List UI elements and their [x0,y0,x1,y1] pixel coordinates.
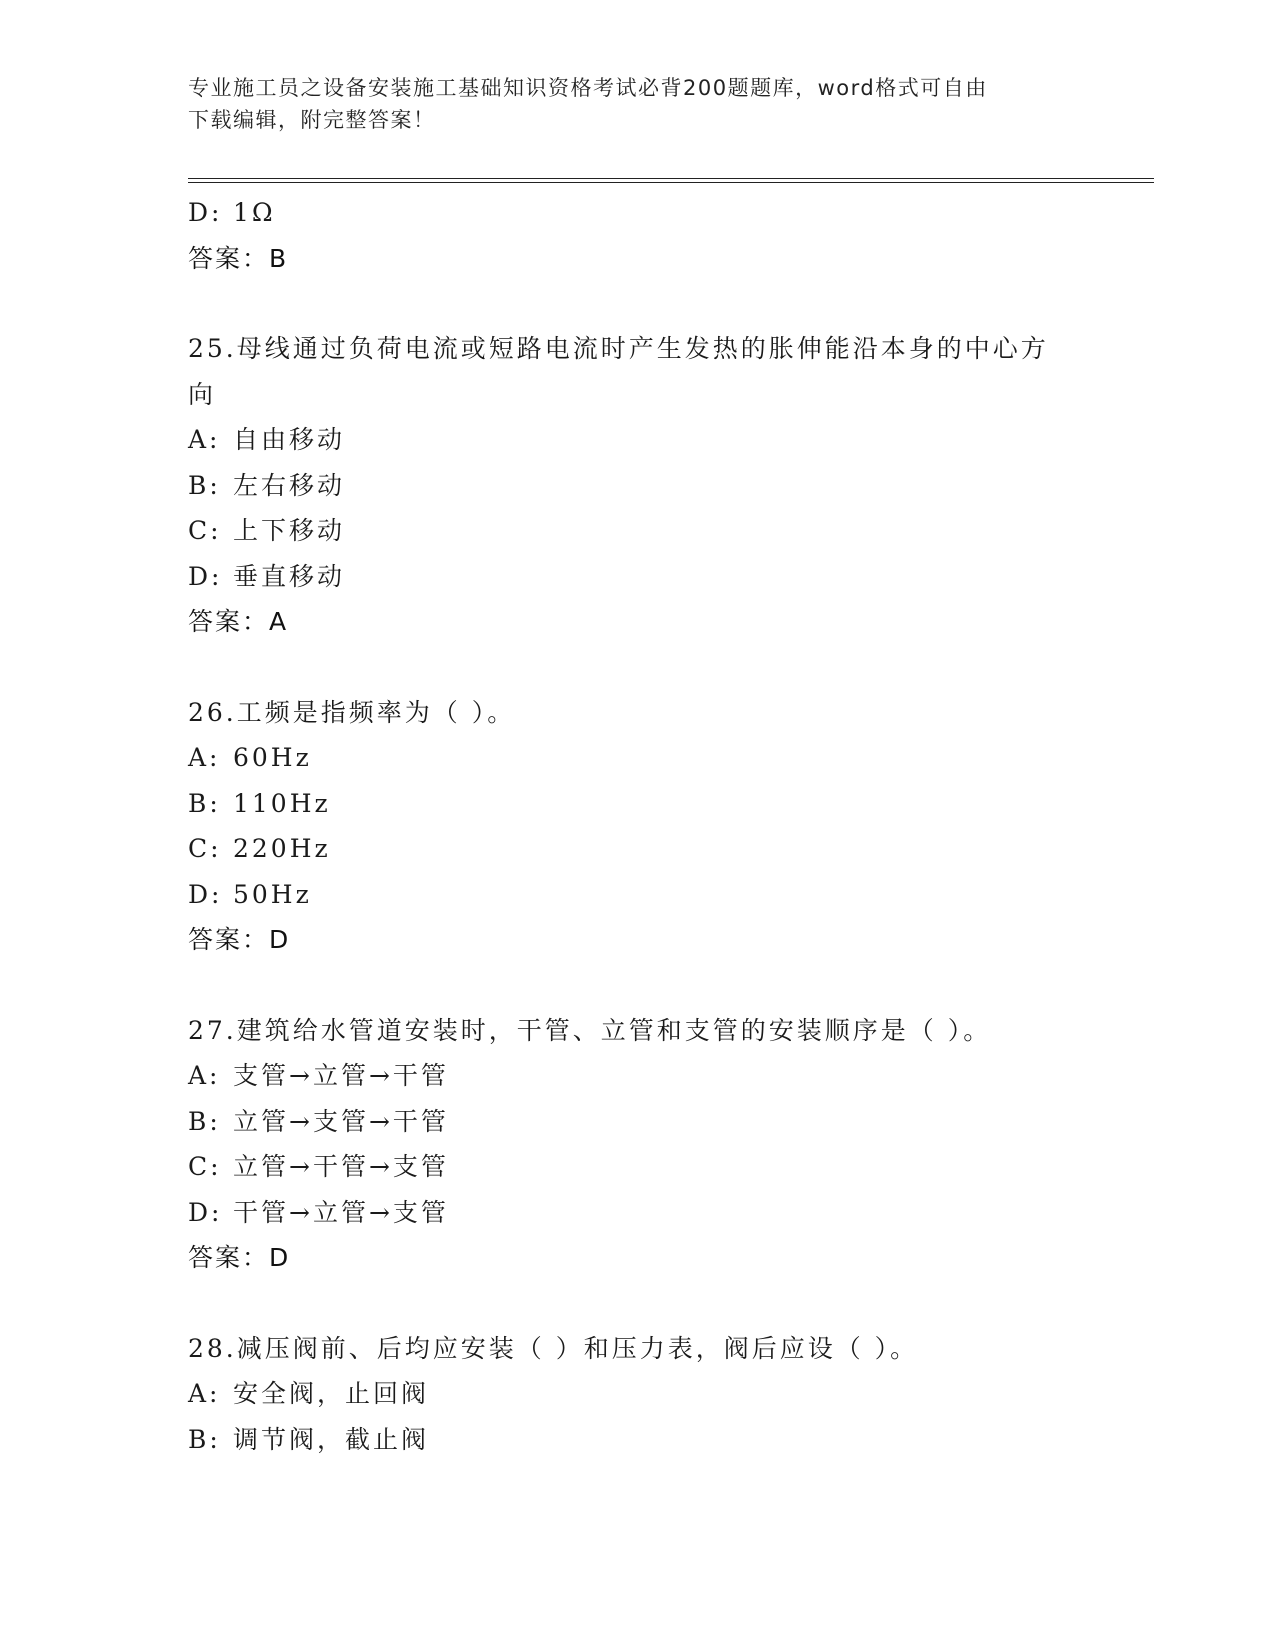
option-a [188,1053,1088,1099]
option-label: A: [188,425,221,454]
option-b [188,781,1088,827]
option-label: C: [188,516,222,545]
question-27 [188,1008,1088,1281]
option-d [188,190,1088,236]
option-c [188,1144,1088,1190]
header-divider-top [188,178,1154,179]
option-text: 60Hz [233,743,312,772]
option-label: A: [188,1061,221,1090]
question-text: 26.工频是指频率为（ ）。 [188,697,516,727]
answer: 答案：D [188,1243,291,1272]
option-text: 220Hz [233,834,331,863]
option-c [188,508,1088,554]
answer: 答案：A [188,607,289,636]
option-text: 50Hz [233,879,312,909]
option-label: A: [188,1379,221,1408]
option-text: 左右移动 [233,470,346,500]
option-label: B: [188,1424,221,1454]
question-text: 28.减压阀前、后均应安装（ ）和压力表，阀后应设（ ）。 [188,1333,919,1363]
option-label: C: [188,1152,222,1181]
question-text-line-1: 25.母线通过负荷电流或短路电流时产生发热的胀伸能沿本身的中心方 [188,334,1049,363]
option-d [188,554,1088,600]
question-28 [188,1326,1088,1463]
question-text [188,326,1068,417]
option-b [188,1417,1088,1463]
option-label: B: [188,1106,221,1136]
option-label: B: [188,788,221,818]
option-b [188,1099,1088,1145]
option-text: 110Hz [233,788,331,818]
option-a [188,735,1088,781]
option-label: A: [188,743,221,772]
question-text-line-2: 向 [188,379,217,409]
option-d [188,872,1088,918]
option-text: 安全阀，止回阀 [233,1379,430,1408]
answer: 答案：B [188,243,289,273]
question-26 [188,690,1088,963]
document-header [188,72,1068,136]
option-label: B: [188,470,221,500]
option-label: C: [188,834,222,863]
option-a [188,417,1088,463]
option-text: 上下移动 [233,516,346,545]
option-label: D: [188,1197,223,1227]
option-b [188,463,1088,509]
carryover-block [188,190,1088,281]
option-label: D: [188,879,223,909]
option-text: 立管→支管→干管 [233,1106,449,1136]
option-text: 调节阀，截止阀 [233,1424,430,1454]
option-a [188,1371,1088,1417]
header-divider-bottom [188,182,1154,183]
header-line-2: 下载编辑，附完整答案！ [188,108,436,132]
option-text: 干管→立管→支管 [233,1197,449,1227]
document-body [188,190,1088,1462]
question-text: 27.建筑给水管道安装时，干管、立管和支管的安装顺序是（ ）。 [188,1015,992,1045]
header-line-1: 专业施工员之设备安装施工基础知识资格考试必背200题题库，word格式可自由 [188,76,988,100]
option-text: 支管→立管→干管 [233,1061,449,1090]
option-label: D: [188,198,223,227]
question-25 [188,326,1088,645]
option-text: 垂直移动 [233,561,346,591]
option-text: 1Ω [233,198,276,227]
option-text: 立管→干管→支管 [233,1152,449,1181]
option-d [188,1190,1088,1236]
option-c [188,826,1088,872]
option-text: 自由移动 [233,425,346,454]
answer: 答案：D [188,925,291,954]
option-label: D: [188,561,223,591]
